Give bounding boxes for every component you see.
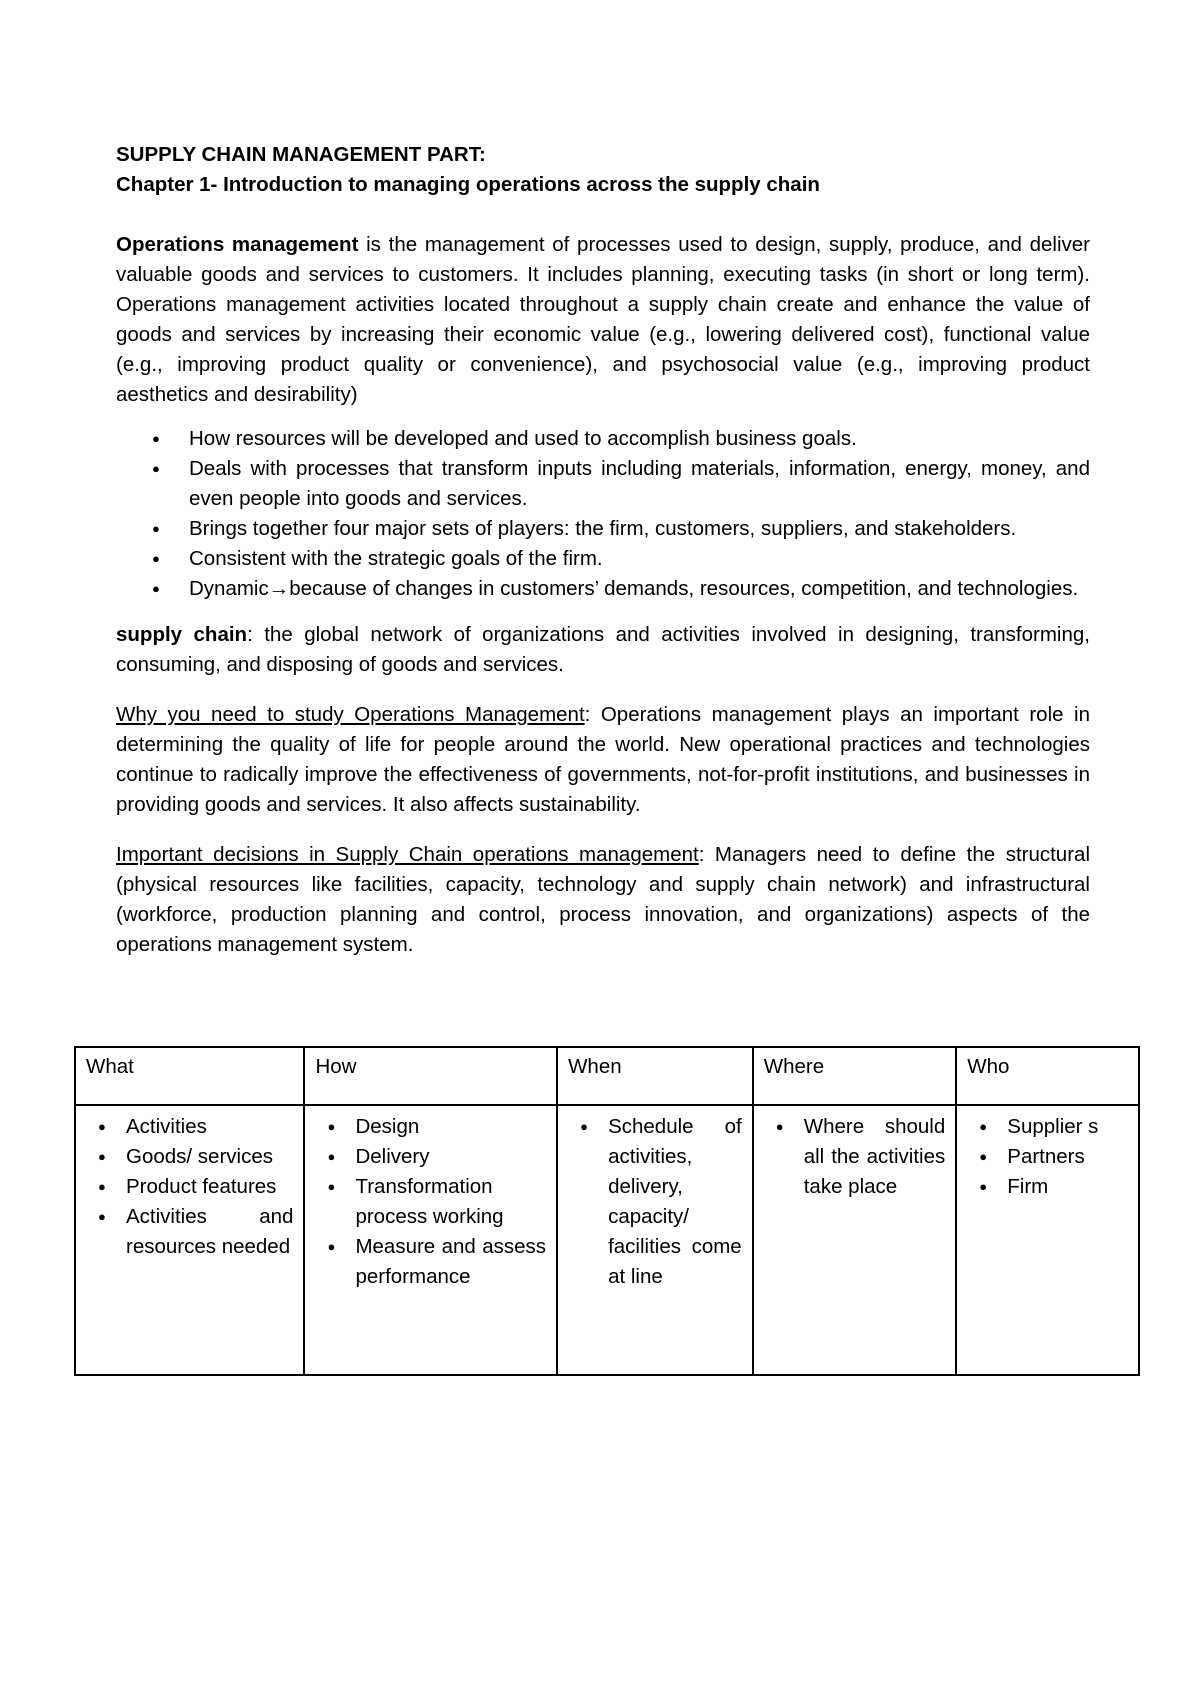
- header-how: How: [304, 1047, 557, 1105]
- decisions-heading: Important decisions in Supply Chain operations management: [116, 843, 699, 866]
- list-item: ● How resources will be developed and used to accomplish business goals.: [116, 424, 1090, 454]
- list-item: ● Brings together four major sets of players: the firm, customers, suppliers, and stakeholders.: [116, 514, 1090, 544]
- why-study-heading: Why you need to study Operations Management: [116, 703, 585, 726]
- list-item: ● Firm: [967, 1172, 1128, 1202]
- list-item: ● Goods/ services: [86, 1142, 293, 1172]
- list-item: ● Transformation process working: [315, 1172, 546, 1232]
- list-item: ● Consistent with the strategic goals of the firm.: [116, 544, 1090, 574]
- list-item: ● Where should all the activities take place: [764, 1112, 946, 1202]
- decisions-table: [74, 1046, 1140, 1376]
- operations-management-paragraph: [116, 230, 1090, 410]
- list-item: ● Product features: [86, 1172, 293, 1202]
- cell-how: [304, 1105, 557, 1375]
- header-what: What: [75, 1047, 304, 1105]
- table-row: [75, 1105, 1139, 1375]
- cell-when: [557, 1105, 753, 1375]
- list-item: ● Supplier s: [967, 1112, 1128, 1142]
- header-who: Who: [956, 1047, 1139, 1105]
- cell-what: [75, 1105, 304, 1375]
- list-item: ● Measure and assess performance: [315, 1232, 546, 1292]
- why-study-paragraph: [116, 700, 1090, 820]
- list-item: ● Delivery: [315, 1142, 546, 1172]
- chapter-heading: Chapter 1- Introduction to managing operations across the supply chain: [116, 173, 820, 196]
- document-body: [116, 140, 1090, 960]
- header-when: When: [557, 1047, 753, 1105]
- cell-where: [753, 1105, 957, 1375]
- list-item: ● Activities: [86, 1112, 293, 1142]
- decisions-paragraph: [116, 840, 1090, 960]
- operations-management-term: Operations management: [116, 233, 359, 256]
- list-item: ● Schedule of activities, delivery, capacity/ facilities come at line: [568, 1112, 742, 1292]
- list-item: ● Design: [315, 1112, 546, 1142]
- list-item: ● Dynamic→because of changes in customers’ demands, resources, competition, and technologies.: [116, 574, 1090, 604]
- list-item: ● Partners: [967, 1142, 1128, 1172]
- list-item: ● Deals with processes that transform inputs including materials, information, energy, money, and even people into goods and services.: [116, 454, 1090, 514]
- table-header-row: [75, 1047, 1139, 1105]
- header-where: Where: [753, 1047, 957, 1105]
- cell-who: [956, 1105, 1139, 1375]
- why-study-text: : Operations management plays an important role in determining the quality of life for people around the world. New operational practices and technologies continue to radically improve the effectiveness of governments, not-for-profit institutions, and businesses in providing goods and services. It also affects sustainability.: [116, 703, 1090, 816]
- decisions-text: : Managers need to define the structural (physical resources like facilities, capacity, technology and supply chain network) and infrastructural (workforce, production planning and control, process innovation, and organizations) aspects of the operations management system.: [116, 843, 1090, 956]
- list-item: ● Activities and resources needed: [86, 1202, 293, 1262]
- operations-management-definition: is the management of processes used to design, supply, produce, and deliver valuable goods and services to customers. It includes planning, executing tasks (in short or long term). Operations management activities located throughout a supply chain create and enhance the value of goods and services by increasing their economic value (e.g., lowering delivered cost), functional value (e.g., improving product quality or convenience), and psychosocial value (e.g., improving product aesthetics and desirability): [116, 233, 1090, 406]
- operations-management-bullets: [116, 424, 1090, 604]
- supply-chain-definition: : the global network of organizations and activities involved in designing, transforming, consuming, and disposing of goods and services.: [116, 623, 1090, 676]
- document-title: SUPPLY CHAIN MANAGEMENT PART:: [116, 143, 486, 166]
- supply-chain-paragraph: [116, 620, 1090, 680]
- supply-chain-term: supply chain: [116, 623, 248, 646]
